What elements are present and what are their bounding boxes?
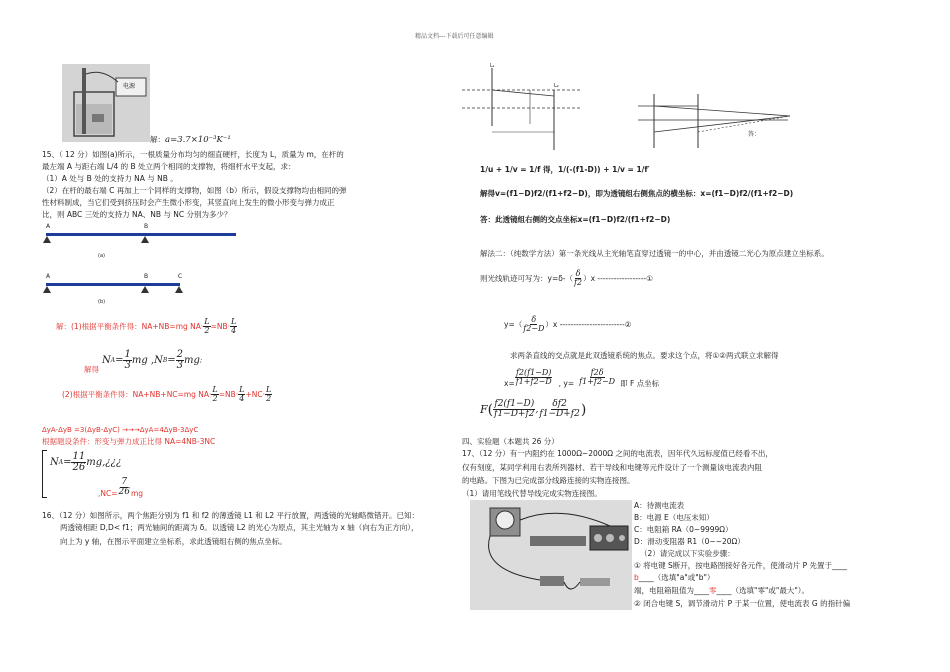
solution-2-line2: ΔyA-ΔyB =3(ΔyB-ΔyC) →→→ΔyA=4ΔyB-3ΔyC: [42, 426, 199, 434]
focus-point-F: F ( $\frac{f2(f1-D)}{f1-D+f2}$ , $\frac{\delta f2}{f1-D+f2}$ ): [480, 399, 587, 419]
q16-line1: 16、（12 分）如图所示，两个焦距分别为 f1 和 f2 的薄透镜 L1 和 L2 平行放置，两透镜的光轴略微错开。已知：: [42, 511, 420, 520]
q16-line2: 两透镜相距 D,D< f1；两光轴间的距离为 δ。以透镜 L2 的光心为原点，其主光轴为 x 轴（向右为正方向），: [60, 523, 419, 532]
section-4-title: 四、实验题（本题共 26 分）: [462, 437, 559, 446]
power-label: 电源: [123, 83, 136, 90]
label-a: A: [46, 273, 51, 280]
label-b: B: [144, 273, 149, 280]
q15-sub2-line2: 性材料制成，当它们受到挤压时会产生微小形变，其竖直向上发生的微小形变与弹力成正: [42, 198, 335, 207]
equip-b: B：电源 E（电压未知）: [634, 513, 714, 522]
thin-lens-eq: 1/u + 1/v = 1/f 得，1/(-(f1-D)) + 1/v = 1/f′: [480, 165, 650, 174]
q15-sub2-line1: （2）在杆的最右端 C 再加上一个同样的支撑物，如图（b）所示，假设支撑物均由相同的弹: [42, 186, 347, 195]
q15-line1: 15、（ 12 分）如图(a)所示，一根质量分布均匀的细直硬杆，长度为 L，质量为 m，在杆的: [42, 150, 344, 159]
support-c: [175, 286, 183, 293]
step-2: ② 闭合电键 S，调节滑动片 P 于某一位置，使电流表 G 的指针偏: [634, 599, 851, 608]
q17-line3: 的电路。下图为已完成部分线路连接的实物连接图。: [462, 476, 635, 485]
solution-2: (2)根据平衡条件得：NA+NB+NC=mg NA· $\frac{L}{2}$ =NB· $\frac{L}{4}$ +NC· $\frac{L}{2}$: [62, 385, 272, 403]
q17-sub1: （1）请用笔线代替导线完成实物连接图。: [462, 489, 602, 498]
figure-a: [40, 222, 240, 266]
support-a: [43, 286, 51, 293]
steps-title: （2）请完成以下实验步骤：: [640, 549, 735, 558]
lens-diagram-2: [628, 92, 808, 156]
step-1c: 端，电阻箱阻值为____零____（选填"零"或"最大"）。: [634, 586, 810, 595]
trajectory-1: 则光线轨迹可写为：y=δ-（ $\frac{\delta}{f2}$ ）x ------------------①: [480, 269, 653, 287]
answer-label: 答：: [748, 131, 761, 138]
lens-l1-label: L₁: [490, 63, 495, 69]
focus-xy: x= $\frac{f2(f1-D)}{f1+f2-D}$ , y= $\frac{f2\delta}{f1+f2-D}$ 即 F 点坐标: [504, 367, 660, 388]
solution-1: 解：(1)根据平衡条件得：NA+NB=mg NA· $\frac{L}{2}$ =NB· $\frac{L}{4}$: [56, 317, 237, 335]
apparatus-photo: [62, 64, 150, 142]
label-a: A: [46, 223, 51, 230]
result-label: 解得: [84, 365, 99, 374]
equip-c: C：电阻箱 RA（0~9999Ω）: [634, 525, 733, 534]
solution-2-result: N A = $\frac{11}{26}$ mg,¿¿¿: [50, 451, 122, 473]
support-b: [141, 286, 149, 293]
support-b: [141, 236, 149, 243]
intersection-text: 求两条直线的交点就是此双透镜系统的焦点。要求这个点，将①②两式联立求解得: [510, 351, 779, 360]
q15-sub1: （1）A 处与 B 处的支持力 NA 与 NB 。: [42, 174, 178, 183]
q17-line1: 17、（12 分）有一内阻约在 1000Ω~2000Ω 之间的电流表，因年代久远标度值已经看不出，: [462, 449, 773, 458]
q15-line2: 最左端 A 与距右端 L/4 的 B 处立两个相同的支撑物，将细杆水平支起，求：: [42, 162, 296, 171]
lens-diagram-1: [462, 62, 582, 154]
prev-answer: 解：a=3.7×10⁻³K⁻¹: [150, 135, 231, 145]
q16-line3: 向上为 y 轴，在图示平面建立坐标系，求此透镜组右侧的焦点坐标。: [60, 537, 287, 546]
method-2: 解法二：（纯数学方法）第一条光线从主光轴笔直穿过透镜一的中心，并由透镜二光心为原点建立坐标系。: [480, 249, 829, 258]
caption-b: (b): [98, 299, 106, 305]
rod: [46, 283, 180, 286]
brace: [42, 450, 47, 498]
nc-result: ,NC= $\frac{7}{26}$ mg: [98, 476, 144, 498]
page-header: 精品文档---下载后可任意编辑: [415, 33, 494, 40]
support-a: [43, 236, 51, 243]
label-c: C: [178, 273, 183, 280]
q17-line2: 仅有刻度，某同学利用右表所列器材、若干导线和电键等元件设计了一个测量该电流表内阻: [462, 463, 762, 472]
solution-1-result: N A = $\frac{1}{3}$ mg , N B = $\frac{2}{3}$ mg ;: [102, 349, 202, 371]
label-b: B: [144, 223, 149, 230]
circuit-photo: [470, 500, 632, 610]
equip-d: D：滑动变阻器 R1（0~~20Ω）: [634, 537, 745, 546]
answer-coordinate: 答：此透镜组右侧的交点坐标x=(f1−D)f2/(f1+f2−D): [480, 215, 671, 224]
step-1a: ① 将电键 S断开，按电路图接好各元件，使滑动片 P 先置于____: [634, 561, 848, 570]
trajectory-2: y=（ $\frac{\delta}{f2-D}$ ）x ------------------------②: [504, 315, 632, 333]
step-1b: b____（选填"a"或"b"）: [634, 573, 715, 582]
equip-a: A：待测电流表: [634, 501, 685, 510]
q15-sub2-line3: 比，则 ABC 三处的支持力 NA、NB 与 NC 分别为多少？: [42, 210, 232, 219]
caption-a: (a): [98, 253, 105, 259]
lens-l2-label: L₂: [554, 83, 559, 89]
solve-v: 解得v=(f1−D)f2/(f1+f2−D)，即为透镜组右侧焦点的横坐标：x=(f1−D)f2/(f1+f2−D): [480, 189, 794, 198]
solution-2-line3: 根据题设条件：形变与弹力成正比得 NA=4NB-3NC: [42, 437, 216, 446]
figure-b: [40, 272, 240, 312]
